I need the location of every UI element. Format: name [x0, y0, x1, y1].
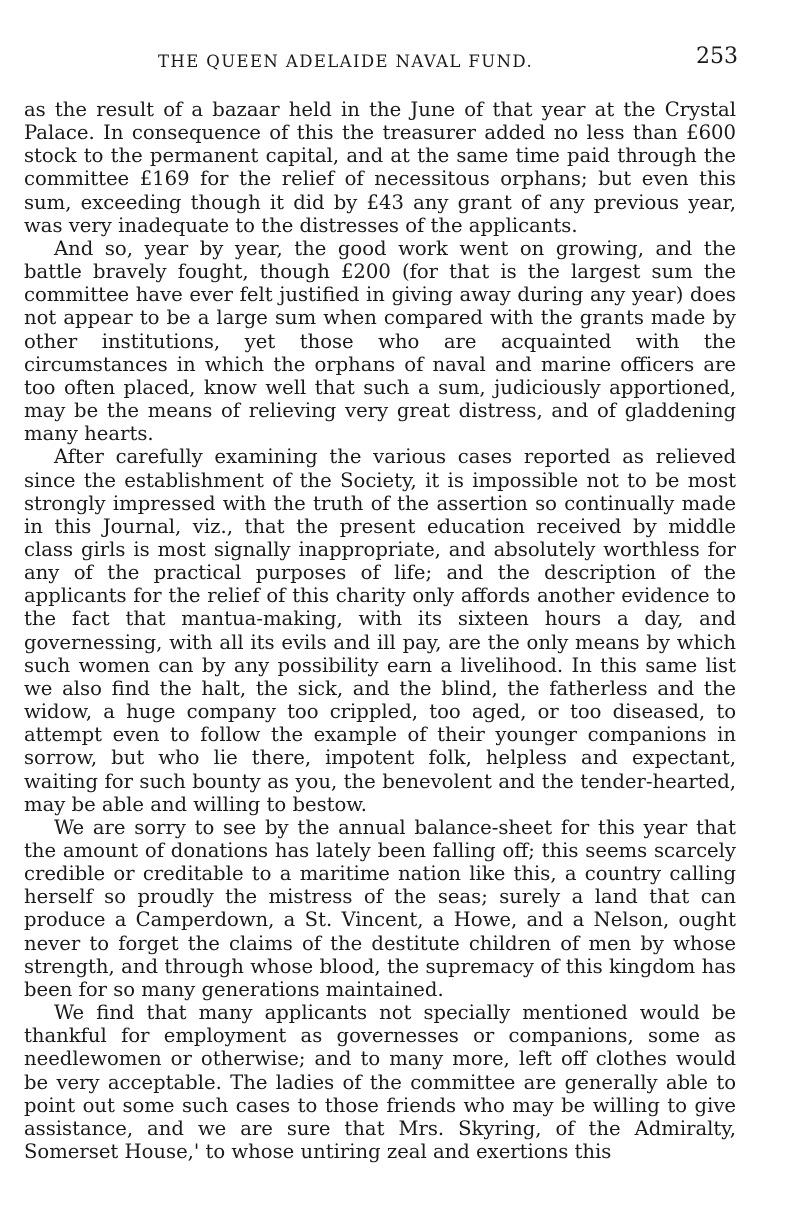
paragraph: After carefully examining the various cases reported as relieved since the establishment of the Society, it is impossible not to be most strongly impressed with the truth of the assertion so continually made in this Journal, viz., that the present education received by middle class girls is most signally inappropriate, and absolutely worthless for any of the practical purposes of life; and the description of the applicants for the relief of this charity only affords another evidence to the fact that mantua-making, with its sixteen hours a day, and governessing, with all its evils and ill pay, are the only means by which such women can by any possibility earn a livelihood. In this same list we also find the halt, the sick, and the blind, the fatherless and the widow, a huge company too crippled, too aged, or too diseased, to attempt even to follow the example of their younger companions in sorrow, but who lie there, impotent folk, helpless and expectant, waiting for such bounty as you, the benevolent and the tender-hearted, may be able and willing to bestow. [24, 445, 736, 816]
running-title: THE QUEEN ADELAIDE NAVAL FUND. [158, 52, 534, 71]
paragraph: And so, year by year, the good work went on growing, and the battle bravely fought, though £200 (for that is the largest sum the committee have ever felt justified in giving away during any year) does not appear to be a large sum when compared with the grants made by other institutions, yet those who are acquainted with the circumstances in which the orphans of naval and marine officers are too often placed, know well that such a sum, judiciously apportioned, may be the means of relieving very great distress, and of gladdening many hearts. [24, 236, 736, 446]
page-header [24, 44, 736, 84]
body-text [24, 98, 736, 1163]
book-page [24, 44, 736, 1163]
paragraph: We find that many applicants not specially mentioned would be thankful for employment as governesses or companions, some as needlewomen or otherwise; and to many more, left off clothes would be very acceptable. The ladies of the committee are generally able to point out some such cases to those friends who may be willing to give assistance, and we are sure that Mrs. Skyring, of the Admiralty, Somerset House,' to whose untiring zeal and exertions this [24, 1001, 736, 1164]
paragraph: We are sorry to see by the annual balance-sheet for this year that the amount of donations has lately been falling off; this seems scarcely credible or creditable to a maritime nation like this, a country calling herself so proudly the mistress of the seas; surely a land that can produce a Camperdown, a St. Vincent, a Howe, and a Nelson, ought never to forget the claims of the destitute children of men by whose strength, and through whose blood, the supremacy of this kingdom has been for so many generations maintained. [24, 815, 736, 1001]
page-number: 253 [696, 44, 738, 69]
paragraph-continued: as the result of a bazaar held in the June of that year at the Crystal Palace. In consequence of this the treasurer added no less than £600 stock to the permanent capital, and at the same time paid through the committee £169 for the relief of necessitous orphans; but even this sum, exceeding though it did by £43 any grant of any previous year, was very inadequate to the distresses of the applicants. [24, 98, 736, 237]
